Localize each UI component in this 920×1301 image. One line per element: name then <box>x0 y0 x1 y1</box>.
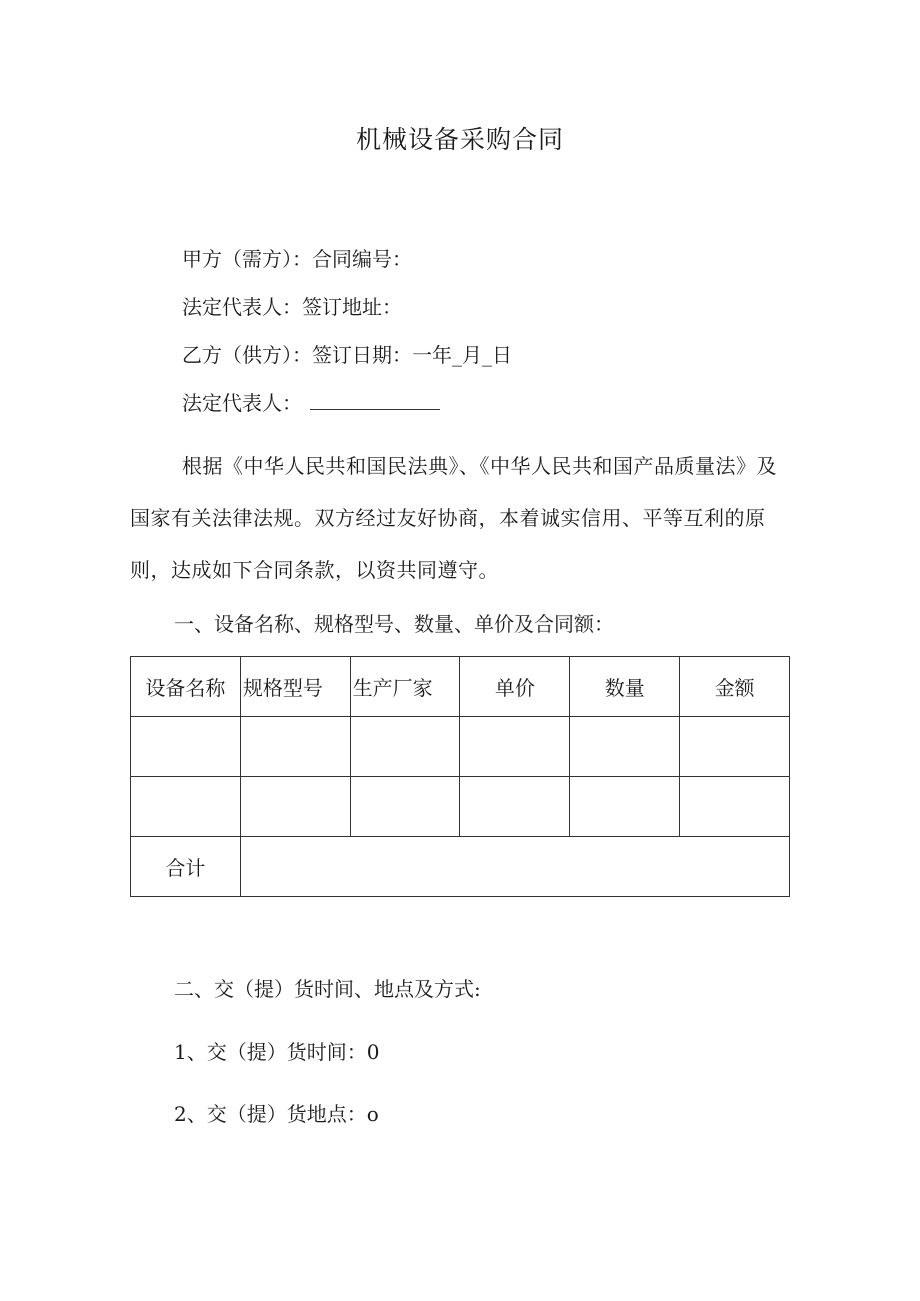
table-row <box>131 777 790 837</box>
table-cell[interactable] <box>460 717 570 777</box>
header-cell-price: 单价 <box>460 657 570 717</box>
table-header-row <box>131 657 790 717</box>
legal-rep-a-line: 法定代表人：签订地址： <box>182 295 402 319</box>
table-cell[interactable] <box>131 717 241 777</box>
table-cell[interactable] <box>240 717 350 777</box>
table-cell[interactable] <box>680 717 790 777</box>
signature-blank[interactable] <box>310 391 440 410</box>
table-cell[interactable] <box>680 777 790 837</box>
table-cell[interactable] <box>570 777 680 837</box>
contract-title: 机械设备采购合同 <box>355 125 564 154</box>
delivery-location-line: 2、交（提）货地点：o <box>174 1102 379 1126</box>
section1-heading: 一、设备名称、规格型号、数量、单价及合同额： <box>174 612 614 636</box>
party-a-line: 甲方（需方）：合同编号： <box>182 247 412 271</box>
party-b-line: 乙方（供方）：签订日期：一年_月_日 <box>182 343 512 367</box>
total-label-cell: 合计 <box>131 837 241 897</box>
equipment-table <box>130 656 790 897</box>
table-cell[interactable] <box>460 777 570 837</box>
header-cell-quantity: 数量 <box>570 657 680 717</box>
table-cell[interactable] <box>350 717 460 777</box>
table-row <box>131 717 790 777</box>
total-value-cell[interactable] <box>240 837 789 897</box>
delivery-time-line: 1、交（提）货时间：0 <box>174 1040 380 1064</box>
header-cell-manufacturer: 生产厂家 <box>350 657 460 717</box>
legal-rep-b-line <box>182 387 440 416</box>
header-cell-amount: 金额 <box>680 657 790 717</box>
header-cell-model: 规格型号 <box>240 657 350 717</box>
legal-rep-b-label: 法定代表人： <box>182 391 302 415</box>
section2-heading: 二、交（提）货时间、地点及方式: <box>174 977 481 1001</box>
table-cell[interactable] <box>350 777 460 837</box>
table-cell[interactable] <box>240 777 350 837</box>
table-cell[interactable] <box>131 777 241 837</box>
table-total-row <box>131 837 790 897</box>
preamble-paragraph: 根据《中华人民共和国民法典》、《中华人民共和国产品质量法》及国家有关法律法规。双方经过友好协商，本着诚实信用、平等互利的原则，达成如下合同条款，以资共同遵守。 <box>130 454 777 582</box>
header-cell-name: 设备名称 <box>131 657 241 717</box>
table-cell[interactable] <box>570 717 680 777</box>
